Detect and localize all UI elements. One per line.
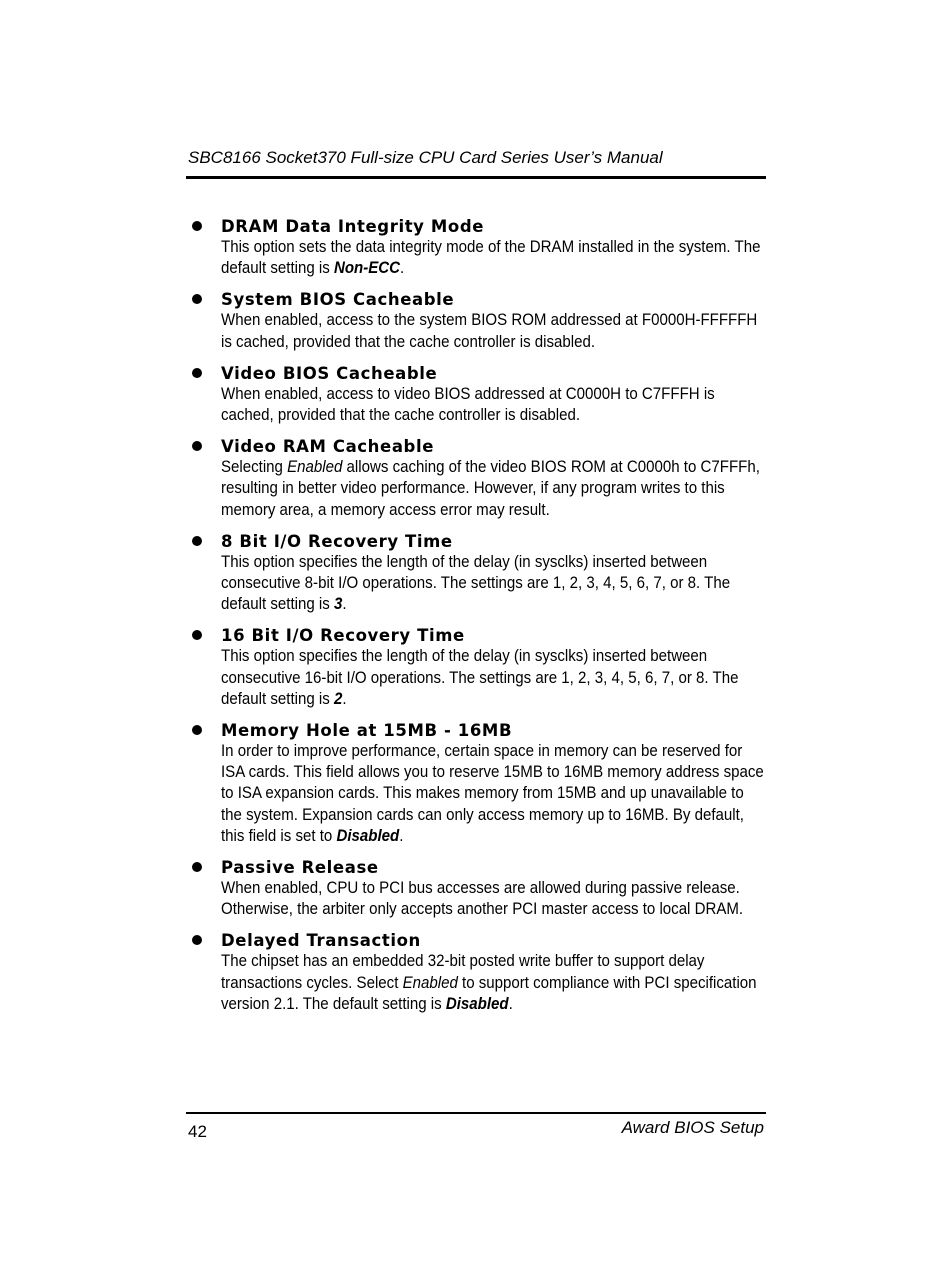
bullet-icon (192, 630, 202, 640)
option-description (221, 237, 767, 279)
emphasized-text: Disabled (336, 826, 400, 845)
option-item (190, 216, 770, 279)
description-text: This option sets the data integrity mode of the DRAM installed in the system. The default setting is (221, 238, 761, 278)
description-text: to support compliance with PCI specification version 2.1. The default setting is (221, 973, 757, 1013)
description-text: . (342, 689, 347, 708)
option-description (221, 878, 767, 920)
emphasized-text: Disabled (445, 994, 509, 1013)
bullet-icon (192, 935, 202, 945)
description-text: . (400, 259, 405, 278)
bullet-icon (192, 368, 202, 378)
description-text: When enabled, access to the system BIOS ROM addressed at F0000H-FFFFFH is cached, provided that the cache controller is disabled. (221, 311, 758, 351)
description-text: This option specifies the length of the delay (in sysclks) inserted between consecutive 16-bit I/O operations. The settings are 1, 2, 3, 4, 5, 6, 7, or 8. The default setting is (221, 647, 739, 708)
option-title: 8 Bit I/O Recovery Time (221, 531, 453, 551)
option-item (190, 363, 770, 426)
option-item (190, 857, 770, 920)
option-item (190, 625, 770, 710)
emphasized-text: 3 (333, 595, 343, 614)
page-number: 42 (188, 1122, 207, 1141)
option-title: Video BIOS Cacheable (221, 363, 438, 383)
page-header (186, 148, 766, 179)
page-footer (186, 1112, 766, 1144)
manual-title: SBC8166 Socket370 Full-size CPU Card Series User’s Manual (188, 148, 663, 167)
section-name: Award BIOS Setup (621, 1118, 764, 1137)
option-item (190, 720, 770, 847)
description-text: This option specifies the length of the delay (in sysclks) inserted between consecutive 8-bit I/O operations. The settings are 1, 2, 3, 4, 5, 6, 7, or 8. The default setting is (221, 552, 731, 614)
description-text: . (399, 826, 404, 845)
bullet-icon (192, 294, 202, 304)
option-title: Delayed Transaction (221, 931, 421, 951)
description-text: Selecting (221, 458, 288, 477)
option-description (221, 951, 767, 1015)
option-description (221, 552, 767, 616)
option-title: Memory Hole at 15MB - 16MB (221, 721, 513, 741)
emphasized-text: 2 (333, 689, 343, 708)
option-title: Video RAM Cacheable (221, 437, 435, 457)
option-description (221, 646, 767, 710)
bullet-icon (192, 862, 202, 872)
option-item (190, 531, 770, 616)
option-title: DRAM Data Integrity Mode (221, 217, 485, 236)
description-text: The chipset has an embedded 32-bit posted write buffer to support delay transactions cycles. Select (221, 952, 705, 992)
option-list (190, 216, 770, 1025)
description-text: . (342, 595, 347, 614)
bullet-icon (192, 536, 202, 546)
option-title: 16 Bit I/O Recovery Time (221, 626, 465, 646)
option-title: Passive Release (221, 858, 379, 878)
option-description (221, 457, 767, 521)
option-description (221, 384, 767, 426)
bullet-icon (192, 221, 202, 231)
emphasized-text: Enabled (402, 973, 458, 992)
description-text: . (508, 994, 513, 1013)
description-text: When enabled, access to video BIOS addressed at C0000H to C7FFFH is cached, provided that the cache controller is disabled. (221, 384, 715, 425)
bullet-icon (192, 441, 202, 451)
option-item (190, 436, 770, 521)
description-text: When enabled, CPU to PCI bus accesses are allowed during passive release. Otherwise, the arbiter only accepts another PCI master access to local DRAM. (221, 879, 744, 919)
option-item (190, 930, 770, 1015)
emphasized-text: Non-ECC (333, 259, 401, 278)
option-description (221, 310, 767, 352)
option-item (190, 289, 770, 352)
option-description (221, 741, 767, 847)
description-text: allows caching of the video BIOS ROM at C0000h to C7FFFh, resulting in better video performance. However, if any program writes to this memory area, a memory access error may result. (221, 458, 760, 519)
emphasized-text: Enabled (287, 458, 343, 477)
option-title: System BIOS Cacheable (221, 290, 455, 310)
bullet-icon (192, 725, 202, 735)
description-text: In order to improve performance, certain space in memory can be reserved for ISA cards. This field allows you to reserve 15MB to 16MB memory address space to ISA expansion cards. This makes memory from 15MB and up unavailable to the system. Expansion cards can only access memory up to 16MB. By default, this field is set to (221, 742, 764, 845)
